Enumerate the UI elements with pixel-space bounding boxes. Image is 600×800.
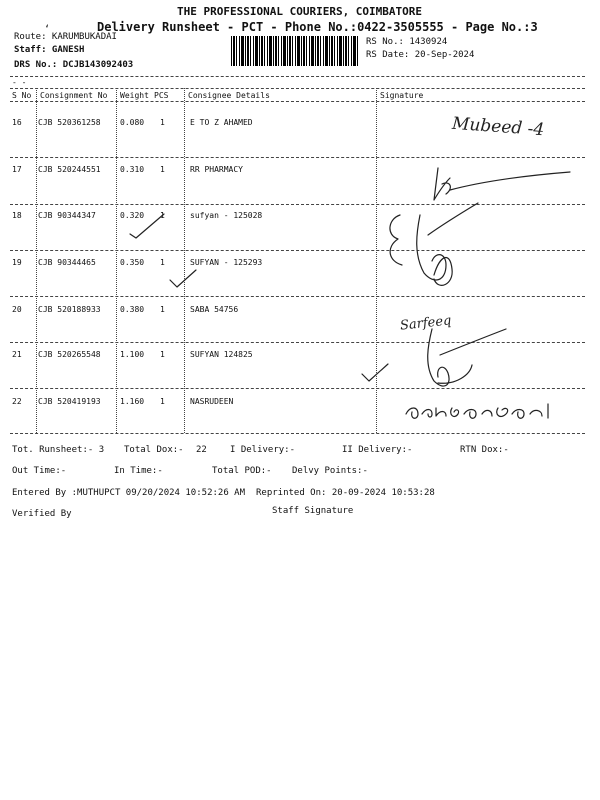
row-pcs: 1 bbox=[160, 165, 165, 174]
row-weight: 0.320 bbox=[120, 211, 145, 220]
checkmark-row19 bbox=[168, 268, 198, 290]
rs-date: RS Date: 20-Sep-2024 bbox=[366, 50, 475, 60]
signature-row16: Mubeed -4 bbox=[451, 113, 545, 141]
signature-row18-19 bbox=[380, 195, 500, 305]
row-pcs: 1 bbox=[160, 397, 165, 406]
row-consignment: CJB 520188933 bbox=[38, 305, 101, 314]
col-header-sno: S No bbox=[12, 91, 32, 100]
rs-number: RS No.: 1430924 bbox=[366, 37, 448, 47]
staff-signature: Staff Signature bbox=[272, 506, 354, 516]
signature-row22 bbox=[402, 400, 562, 424]
row-weight: 0.350 bbox=[120, 258, 145, 267]
row-consignment: CJB 520244551 bbox=[38, 165, 101, 174]
runsheet-title: Delivery Runsheet - PCT - Phone No.:0422-3505555 - Page No.:3 bbox=[97, 20, 538, 34]
row-sno: 16 bbox=[12, 118, 22, 127]
staff-label: Staff: GANESH bbox=[14, 45, 85, 55]
signature-row20: Sarfeeq bbox=[399, 313, 453, 334]
header-mark: ‘ bbox=[44, 24, 51, 35]
row-weight: 0.310 bbox=[120, 165, 145, 174]
rtn-dox: RTN Dox:- bbox=[460, 445, 509, 455]
row-sno: 19 bbox=[12, 258, 22, 267]
row-consignee: RR PHARMACY bbox=[190, 165, 243, 174]
weight-tick-mark bbox=[128, 212, 168, 242]
col-divider bbox=[184, 88, 185, 433]
col-header-consignee: Consignee Details bbox=[188, 91, 270, 100]
row-divider bbox=[10, 157, 585, 158]
row-weight: 1.160 bbox=[120, 397, 145, 406]
row-weight: 0.380 bbox=[120, 305, 145, 314]
col-header-weight: Weight bbox=[120, 91, 149, 100]
row-pcs: 1 bbox=[160, 350, 165, 359]
table-bottom-line bbox=[10, 433, 585, 434]
total-dox-value: 22 bbox=[196, 445, 207, 455]
row-sno: 17 bbox=[12, 165, 22, 174]
row-sno: 21 bbox=[12, 350, 22, 359]
barcode bbox=[231, 36, 359, 66]
total-pod: Total POD:- bbox=[212, 466, 272, 476]
ii-delivery: II Delivery:- bbox=[342, 445, 413, 455]
row-consignee: SUFYAN 124825 bbox=[190, 350, 253, 359]
delvy-points: Delvy Points:- bbox=[292, 466, 368, 476]
i-delivery: I Delivery:- bbox=[230, 445, 296, 455]
row-consignee: sufyan - 125028 bbox=[190, 211, 263, 220]
entered-by: Entered By :MUTHUPCT 09/20/2024 10:52:26 AM bbox=[12, 488, 245, 498]
checkmark-row21 bbox=[360, 362, 390, 384]
row-weight: 1.100 bbox=[120, 350, 145, 359]
route-label: Route: KARUMBUKADAI bbox=[14, 32, 117, 42]
col-header-pcs: PCS bbox=[154, 91, 169, 100]
tot-runsheet: Tot. Runsheet:- 3 bbox=[12, 445, 105, 455]
row-pcs: 1 bbox=[160, 118, 165, 127]
row-weight: 0.080 bbox=[120, 118, 145, 127]
table-header-top-line bbox=[10, 88, 585, 89]
company-title: THE PROFESSIONAL COURIERS, COIMBATORE bbox=[177, 5, 423, 18]
row-consignee: NASRUDEEN bbox=[190, 397, 234, 406]
row-consignment: CJB 520361258 bbox=[38, 118, 101, 127]
row-consignment: CJB 90344347 bbox=[38, 211, 96, 220]
col-header-signature: Signature bbox=[380, 91, 424, 100]
row-pcs: 1 bbox=[160, 258, 165, 267]
drs-number: DRS No.: DCJB143092403 bbox=[14, 60, 134, 70]
row-sno: 20 bbox=[12, 305, 22, 314]
verified-by: Verified By bbox=[12, 509, 72, 519]
row-pcs: 1 bbox=[160, 305, 165, 314]
row-sno: 22 bbox=[12, 397, 22, 406]
row-consignment: CJB 90344465 bbox=[38, 258, 96, 267]
row-consignment: CJB 520419193 bbox=[38, 397, 101, 406]
col-divider bbox=[116, 88, 117, 433]
total-dox-label: Total Dox:- bbox=[124, 445, 184, 455]
table-header-bottom-line bbox=[10, 101, 585, 102]
row-consignment: CJB 520265548 bbox=[38, 350, 101, 359]
row-consignee: SUFYAN - 125293 bbox=[190, 258, 263, 267]
in-time: In Time:- bbox=[114, 466, 163, 476]
separator-line bbox=[10, 76, 585, 77]
col-divider bbox=[36, 88, 37, 433]
col-header-consignment: Consignment No bbox=[40, 91, 108, 100]
row-consignee: E TO Z AHAMED bbox=[190, 118, 253, 127]
row-pcs: 1 bbox=[160, 211, 165, 220]
reprinted-on: Reprinted On: 20-09-2024 10:53:28 bbox=[256, 488, 435, 498]
row-consignee: SABA 54756 bbox=[190, 305, 239, 314]
row-sno: 18 bbox=[12, 211, 22, 220]
signature-row21 bbox=[410, 325, 520, 395]
separator-marks: - - bbox=[12, 78, 27, 87]
out-time: Out Time:- bbox=[12, 466, 67, 476]
